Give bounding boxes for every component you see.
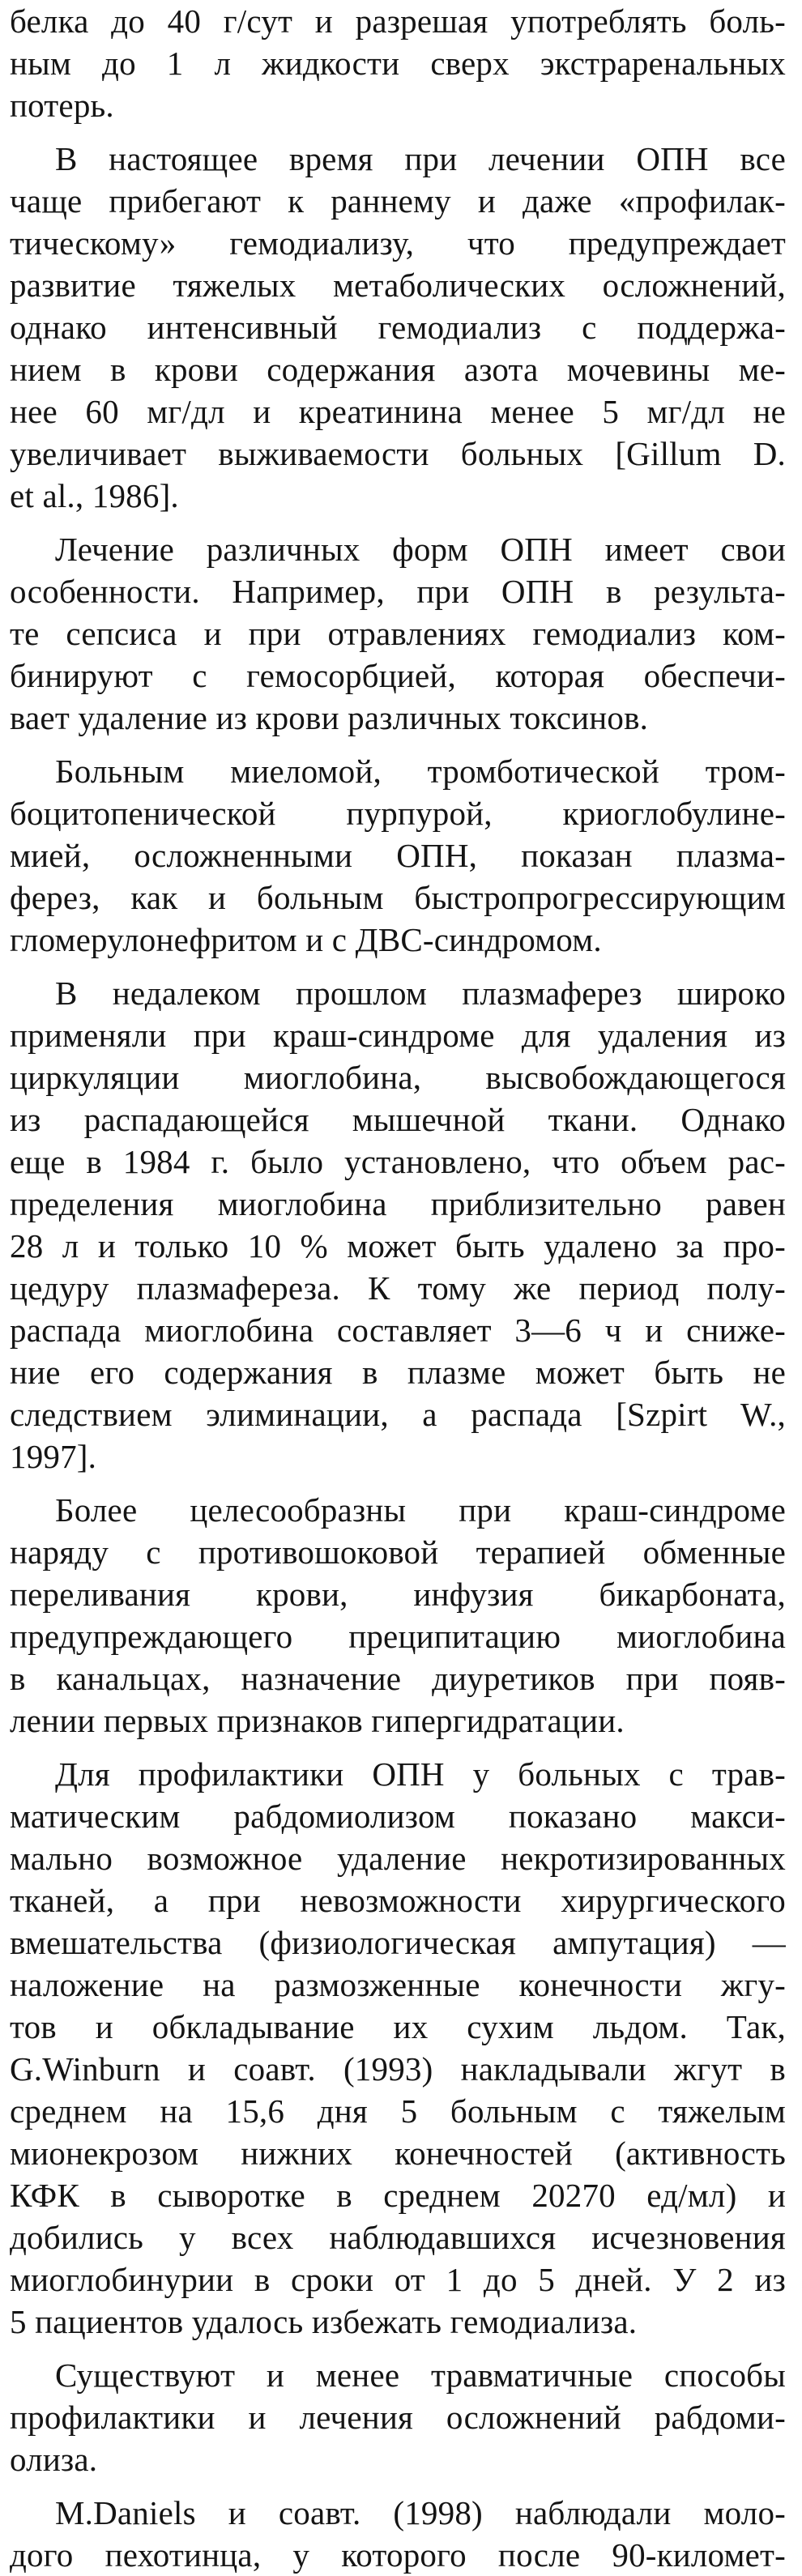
- text-line: миоглобинурии в сроки от 1 до 5 дней. У 2 из: [10, 2261, 786, 2298]
- text-line: цедуру плазмафереза. К тому же период полу-: [10, 1269, 786, 1307]
- text-line: из распадающейся мышечной ткани. Однако: [10, 1101, 786, 1138]
- text-line: еще в 1984 г. было установлено, что объем рас-: [10, 1143, 786, 1180]
- paragraph-5: [10, 972, 786, 1478]
- text-line: мией, осложненными ОПН, показан плазма-: [10, 837, 786, 874]
- text-line: среднем на 15,6 дня 5 больным с тяжелым: [10, 2092, 786, 2130]
- text-line: вмешательства (физиологическая ампутация) —: [10, 1924, 786, 1961]
- text-line: белка до 40 г/сут и разрешая употреблять боль-: [10, 2, 786, 40]
- text-line: предупреждающего преципитацию миоглобина: [10, 1618, 786, 1655]
- paragraph-8: [10, 2354, 786, 2480]
- text-line: матическим рабдомиолизом показано макси-: [10, 1798, 786, 1835]
- text-line: тическому» гемодиализу, что предупреждает: [10, 224, 786, 262]
- text-line: ние его содержания в плазме может быть не: [10, 1354, 786, 1391]
- paragraph-3: [10, 528, 786, 739]
- paragraph-2: [10, 138, 786, 517]
- paragraph-9: [10, 2492, 786, 2576]
- text-line: добились у всех наблюдавшихся исчезновения: [10, 2219, 786, 2256]
- text-line: нее 60 мг/дл и креатинина менее 5 мг/дл не: [10, 393, 786, 430]
- text-line: однако интенсивный гемодиализ с поддержа-: [10, 309, 786, 346]
- text-line: профилактики и лечения осложнений рабдоми-: [10, 2399, 786, 2436]
- paragraph-1: [10, 0, 786, 126]
- text-line: боцитопенической пурпурой, криоглобулине-: [10, 795, 786, 832]
- text-line: чаще прибегают к раннему и даже «профилак-: [10, 182, 786, 220]
- text-line: пределения миоглобина приблизительно равен: [10, 1185, 786, 1222]
- paragraph-6: [10, 1489, 786, 1742]
- text-line: циркуляции миоглобина, высвобождающегося: [10, 1059, 786, 1096]
- text-line: et al., 1986].: [10, 477, 179, 514]
- paragraph-4: [10, 750, 786, 961]
- text-line: гломерулонефритом и с ДВС-синдромом.: [10, 921, 602, 958]
- text-line: Для профилактики ОПН у больных с трав-: [55, 1755, 786, 1793]
- text-line: M.Daniels и соавт. (1998) наблюдали моло-: [55, 2494, 786, 2531]
- text-line: наряду с противошоковой терапией обменные: [10, 1533, 786, 1571]
- text-line: ферез, как и больным быстропрогрессирующим: [10, 879, 786, 916]
- text-line: распада миоглобина составляет 3—6 ч и сниже-: [10, 1311, 786, 1349]
- text-line: переливания крови, инфузия бикарбоната,: [10, 1576, 786, 1613]
- text-line: КФК в сыворотке в среднем 20270 ед/мл) и: [10, 2177, 786, 2214]
- text-line: 28 л и только 10 % может быть удалено за про-: [10, 1227, 786, 1265]
- text-line: применяли при краш-синдроме для удаления из: [10, 1017, 786, 1054]
- text-line: 5 пациентов удалось избежать гемодиализа.: [10, 2303, 638, 2340]
- text-line: тов и обкладывание их сухим льдом. Так,: [10, 2008, 786, 2045]
- text-line: ным до 1 л жидкости сверх экстраренальных: [10, 45, 786, 82]
- text-line: нием в крови содержания азота мочевины ме-: [10, 351, 786, 388]
- text-line: В настоящее время при лечении ОПН все: [55, 140, 786, 177]
- text-line: 1997].: [10, 1438, 97, 1475]
- paragraph-7: [10, 1753, 786, 2343]
- text-line: мально возможное удаление некротизированных: [10, 1840, 786, 1877]
- text-line: Существуют и менее травматичные способы: [55, 2356, 786, 2394]
- text-line: дого пехотинца, у которого после 90-километ-: [10, 2536, 786, 2574]
- text-line: мионекрозом нижних конечностей (активность: [10, 2135, 786, 2172]
- text-line: Лечение различных форм ОПН имеет свои: [55, 531, 786, 568]
- text-line: потерь.: [10, 87, 114, 124]
- text-line: особенности. Например, при ОПН в результа-: [10, 573, 786, 610]
- text-line: Более целесообразны при краш-синдроме: [55, 1491, 786, 1529]
- text-line: следствием элиминации, а распада [Szpirt W.,: [10, 1396, 786, 1433]
- text-line: олиза.: [10, 2441, 98, 2478]
- text-line: наложение на размозженные конечности жгу-: [10, 1966, 786, 2003]
- text-line: G.Winburn и соавт. (1993) накладывали жгут в: [10, 2050, 786, 2088]
- document-page: [10, 0, 786, 2576]
- text-line: тканей, а при невозможности хирургического: [10, 1882, 786, 1919]
- text-line: увеличивает выживаемости больных [Gillum D.: [10, 435, 786, 472]
- text-line: развитие тяжелых метаболических осложнений,: [10, 267, 786, 304]
- text-line: в канальцах, назначение диуретиков при появ-: [10, 1660, 786, 1697]
- text-line: бинируют с гемосорбцией, которая обеспечи-: [10, 657, 786, 694]
- text-line: Больным миеломой, тромботической тром-: [55, 753, 786, 790]
- text-line: вает удаление из крови различных токсинов.: [10, 699, 649, 736]
- text-line: те сепсиса и при отравлениях гемодиализ ком-: [10, 615, 786, 652]
- text-line: В недалеком прошлом плазмаферез широко: [55, 975, 786, 1012]
- text-line: лении первых признаков гипергидратации.: [10, 1702, 625, 1739]
